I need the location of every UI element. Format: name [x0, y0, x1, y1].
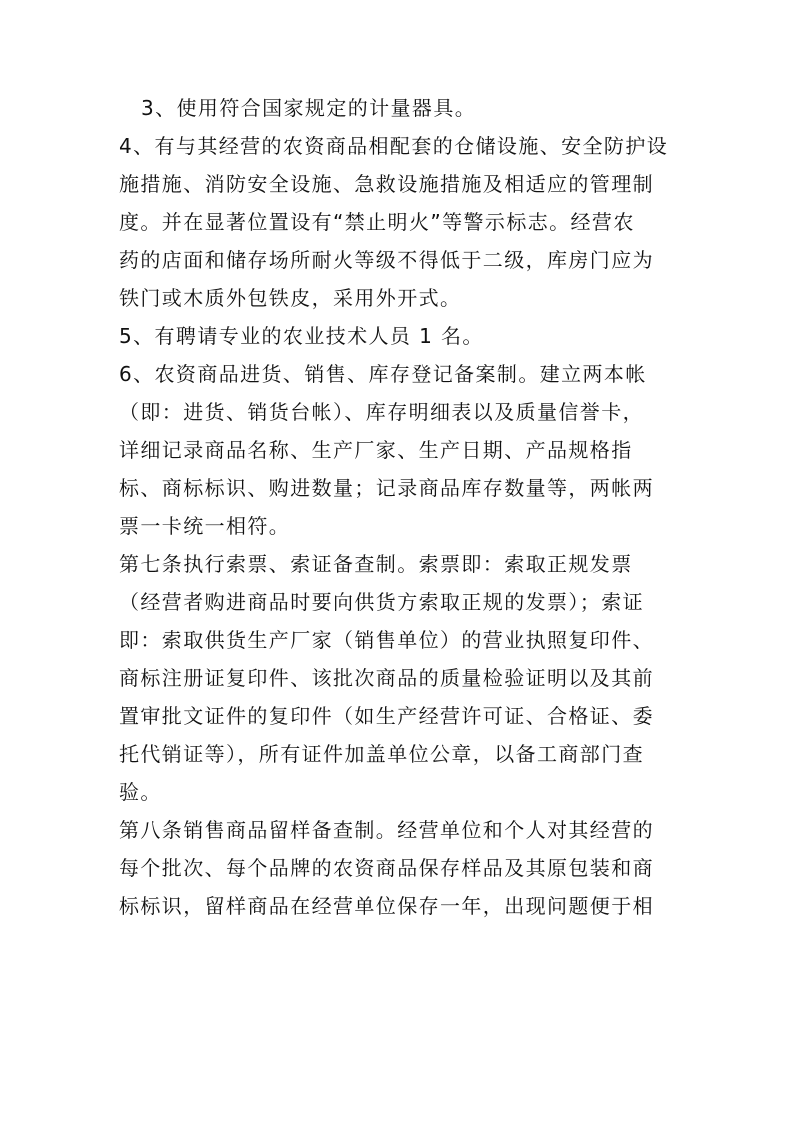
text-line: 铁门或木质外包铁皮，采用外开式。 — [119, 286, 462, 310]
document-body — [119, 89, 675, 925]
text-line: 6、农资商品进货、销售、库存登记备案制。建立两本帐 — [119, 362, 647, 386]
text-line: 药的店面和储存场所耐火等级不得低于二级，库房门应为 — [119, 248, 654, 272]
text-line: 标、商标标识、购进数量；记录商品库存数量等，两帐两 — [119, 476, 654, 500]
text-line: 标标识，留样商品在经营单位保存一年，出现问题便于相 — [119, 894, 654, 918]
text-line: 托代销证等），所有证件加盖单位公章，以备工商部门查 — [119, 742, 644, 766]
text-line: 第七条执行索票、索证备查制。索票即：索取正规发票 — [119, 552, 633, 576]
text-line: 第八条销售商品留样备查制。经营单位和个人对其经营的 — [119, 818, 654, 842]
text-line: 验。 — [119, 780, 162, 804]
text-line: 3、使用符合国家规定的计量器具。 — [141, 96, 477, 120]
text-line: 每个批次、每个品牌的农资商品保存样品及其原包装和商 — [119, 856, 654, 880]
text-line: 4、有与其经营的农资商品相配套的仓储设施、安全防护设 — [119, 134, 669, 158]
text-line: （经营者购进商品时要向供货方索取正规的发票）；索证 — [119, 590, 644, 614]
text-line: 详细记录商品名称、生产厂家、生产日期、产品规格指 — [119, 438, 633, 462]
text-line: （即：进货、销货台帐）、库存明细表以及质量信誉卡， — [119, 400, 644, 424]
text-line: 票一卡统一相符。 — [119, 514, 291, 538]
text-line: 即：索取供货生产厂家（销售单位）的营业执照复印件、 — [119, 628, 654, 652]
text-line: 5、有聘请专业的农业技术人员 1 名。 — [119, 324, 484, 348]
text-line: 施措施、消防安全设施、急救设施措施及相适应的管理制 — [119, 172, 654, 196]
text-line: 度。并在显著位置设有“禁止明火”等警示标志。经营农 — [119, 210, 635, 234]
text-line: 商标注册证复印件、该批次商品的质量检验证明以及其前 — [119, 666, 654, 690]
text-line: 置审批文证件的复印件（如生产经营许可证、合格证、委 — [119, 704, 654, 728]
